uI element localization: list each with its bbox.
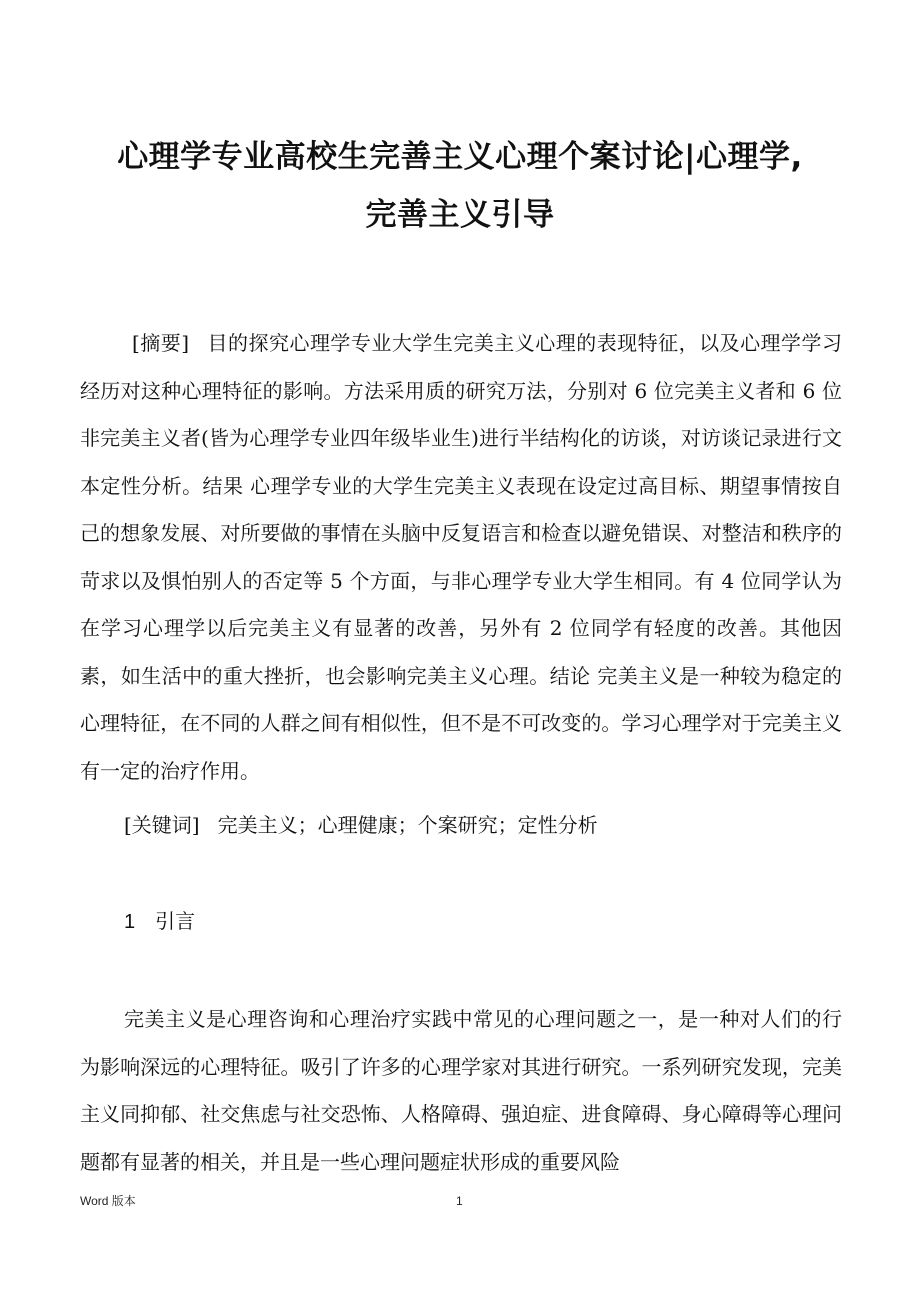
title-line-2: 完善主义引导 bbox=[365, 197, 555, 233]
document-title bbox=[60, 128, 860, 244]
abstract-paragraph bbox=[80, 320, 842, 795]
abstract-label: [摘要] bbox=[132, 331, 190, 355]
keywords-text: 完美主义；心理健康；个案研究；定性分析 bbox=[217, 813, 598, 837]
keywords-paragraph bbox=[124, 802, 842, 850]
abstract-text: 目的探究心理学专业大学生完美主义心理的表现特征，以及心理学学习经历对这种心理特征的影响。方法采用质的研究万法，分别对 6 位完美主义者和 6 位非完美主义者(皆为心理学专业四年级毕业生)进行半结构化的访谈，对访谈记录进行文本定性分析。结果 心理学专业的大学生完美主义表现在设定过高目标、期望事情按自己的想象发展、对所要做的事情在头脑中反复语言和检查以避免错误、对整洁和秩序的苛求以及惧怕别人的否定等 5 个方面，与非心理学专业大学生相同。有 4 位同学认为在学习心理学以后完美主义有显著的改善，另外有 2 位同学有轻度的改善。其他因素，如生活中的重大挫折，也会影响完美主义心理。结论 完美主义是一种较为稳定的心理特征，在不同的人群之间有相似性，但不是不可改变的。学习心理学对于完美主义有一定的治疗作用。 bbox=[80, 331, 843, 783]
title-line-1: 心理学专业高校生完善主义心理个案讨论|心理学, bbox=[117, 139, 803, 175]
keywords-label: [关键词] bbox=[124, 813, 200, 837]
page-footer bbox=[80, 1192, 842, 1210]
section-heading-intro bbox=[124, 898, 195, 947]
footer-version-label: Word 版本 bbox=[80, 1194, 136, 1208]
intro-paragraph: 完美主义是心理咨询和心理治疗实践中常见的心理问题之一，是一种对人们的行为影响深远的心理特征。吸引了许多的心理学家对其进行研究。一系列研究发现，完美主义同抑郁、社交焦虑与社交恐怖、人格障碍、强迫症、进食障碍、身心障碍等心理问题都有显著的相关，并且是一些心理问题症状形成的重要风险 bbox=[80, 1007, 842, 1174]
section-title: 引言 bbox=[155, 909, 196, 933]
page-number: 1 bbox=[456, 1194, 463, 1208]
section-number: 1 bbox=[124, 911, 136, 933]
